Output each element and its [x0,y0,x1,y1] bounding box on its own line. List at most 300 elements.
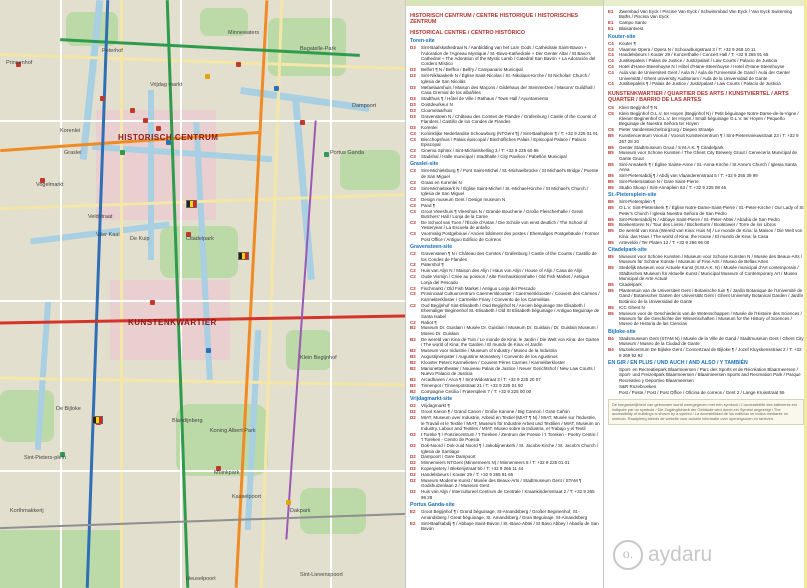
poi-marker[interactable] [286,500,291,505]
legend-entry[interactable] [608,390,804,395]
legend-entry[interactable] [410,472,600,477]
legend-entry-code: C3 [410,136,416,142]
legend-entry-text: Sint-Baafsabdij ¶ / Abbaye Saint-Bavon / St.-Bavo-Abtei / St Bavo Abbey / Abadía de San Bavón [421,520,599,531]
legend-entry-code: B5 [608,199,614,205]
map-place-label: De Bijloke [56,406,81,412]
legend-entry[interactable] [410,325,600,336]
legend-entry-text: t Toreke ¶ / Poëziecentrum / 't Toreken / Zentrum der Poesie / 't Toreken - Poetry Centre / 't Toreken - Centro de Poesía [421,431,598,443]
legend-entry[interactable] [410,403,600,408]
poi-marker[interactable] [206,348,211,353]
legend-entry-text: Compagnie Cecilia / Fratersplein 7 / T: +32 9 225 00 00 [421,388,532,394]
legend-section-title: Graslei-site [410,161,439,168]
legend-entry-text: Museum Moderne Kunst / Musée des Beaux-Arts / Stadtmuseum Gent / STAM ¶ Godshuizenlaan 2 / Museum Gent [421,478,582,489]
legend-entry-code: C3 [410,208,416,214]
legend-entry-code: E1 [608,20,614,26]
map-place-label: Vlier Kaai [96,232,120,238]
legend-entry-text: De School van Toen / l'École d'Antan / Die Schule von einst deutlich / The School of Yesteryear / La Escuela de antaño [421,220,588,231]
legend-entry-code: D2 [410,454,416,460]
legend-entry-text: Stadsmuseum Gent (STAM N) / Musée de la Ville de Gand / Stadtmuseum Gent / Ghent City Museum / Museo de la Ciudad de Gante [619,335,804,347]
map-place-label: Citadelpark [186,236,214,242]
legend-entry-text: Belfort ¶ N / Beffroi / Belfry / Campanario Municipal [421,67,523,73]
legend-entry-code: C3 [410,148,416,154]
street [180,0,182,588]
legend-entry-text: Museum voor de Geschiedenis van de Wetenschappen / Musée de l'Histoire des Sciences / Museum für die Geschichte der Wissenschaften / Museum for the History of Sciences / Museo de Historia de las Ciencias [619,310,802,327]
legend-entry-text: Genter Stadtmuseum Gruut / S.M.A.K. ¶ Citadelpark [619,144,724,150]
legend-entry-text: Groot Kanon ¶ / Grand Canon / Große Kanone / Big Cannon / Gran Cañón [421,409,570,415]
legend-entry-code: B5 [608,178,614,184]
legend-entry-code: C5 [608,127,614,133]
legend-entry[interactable] [410,137,600,148]
legend-sections-left [410,38,600,531]
map-place-label: Peterhof [102,48,123,54]
map-place-label: Koning Albert Park [210,428,256,434]
legend-entry[interactable] [410,389,600,394]
poi-marker[interactable] [120,150,125,155]
legend-entry[interactable] [410,85,600,96]
legend-entry-text: Klein Begijnhof ¶ N [619,104,658,110]
legend-entry-code: B5 [608,228,614,234]
watermark [613,540,712,570]
legend-entry[interactable] [410,114,600,125]
legend-entry-code: B2 [410,336,416,342]
legend-entry[interactable] [410,251,600,262]
legend-section-title: KUNSTENKWARTIER / QUARTIER DES ARTS / KUNSTVIERTEL / ARTS QUARTER / BARRIO DE LAS ARTES [608,90,789,104]
legend-entry-code: D3 [410,84,416,90]
legend-entry-text: Pand ¶ [421,202,436,208]
legend-entry-text: Graas en Korenlei N [421,179,462,185]
legend-entry[interactable] [410,383,600,388]
legend-column-right[interactable] [603,0,807,588]
legend-entry-code: C2 [410,268,416,274]
legend-entry[interactable] [410,460,600,465]
legend-entry-text: Plantentuin van de Universiteit Gent / Botanische tuin ¶ / Jardin Botanique de l'Université de Gand / Botanischer Garten der Universität Gent / Ghent University Botanical Garden / Jardín Botánico de la Universidad de Gante [619,287,804,304]
legend-entry-code: D3 [410,95,416,101]
legend-entry[interactable] [410,262,600,267]
legend-entry-code: C2 [410,262,416,268]
legend-entry[interactable] [608,58,804,63]
poi-marker[interactable] [205,74,210,79]
legend-entry-text: De wereld van Kina de Tuin / Le monde de Kina: le Jardin / Die Welt von Kina: der Garten / The world of Kina: the Garden / El mundo de Kina: el Jardín [421,336,600,348]
legend-entry-code: C2 [410,291,416,297]
legend-entry-text: Sint-Michielskerk N / Église Saint-Michel / St.-Michael-Kirche / St Michael's Church / Iglesia de San Miguel [421,185,589,196]
legend-entry[interactable] [608,64,804,69]
map-place-label: Muinkpark [214,470,240,476]
legend-entry-code: B5 [608,254,614,260]
legend-section-title: Citadelpark-site [608,247,647,254]
street [60,0,62,588]
legend-section-title: Bijloke-site [608,328,636,335]
legend-entry[interactable] [410,268,600,273]
poi-marker[interactable] [100,96,105,101]
legend-entry-code: C2 [410,302,416,308]
map-place-label: De Kuip [130,236,150,242]
legend-entry[interactable] [410,366,600,377]
legend-entry-code: C3 [410,168,416,174]
legend-entry-text: Huis van Alijn N / Maison des Alijn / Haus von Alijn / House of Alijn / Casa de Alijn [421,268,583,274]
legend-entry[interactable] [608,26,804,31]
legend-entry[interactable] [608,173,804,178]
main-road [120,0,123,588]
legend-entry-text: Vrijdagmarkt ¶ [421,403,450,409]
legend-entry-text: Korenlei [421,124,438,130]
legend-entry[interactable] [608,367,804,383]
legend-entry-text: Zwembad Van Eyck / Piscine Van Eyck / Schwimmbad Van Eyck / Van Eyck Swimming Baths / Piscina Van Eyck [619,9,792,20]
legend-entry-code: B5 [608,287,614,293]
legend-entry-text: Kopergietery / Blekerijstraat 50 / T: +32 9 266 11 44 [421,466,524,472]
legend-entry-code: C3 [410,196,416,202]
legend-entry-code: D3 [410,107,416,113]
legend-entry-text: Sint-Pietersabdij N / Abbaye Saint-Pierre / St.-Peter-Abtei / Abadía de San Pedro [619,216,780,222]
legend-entry[interactable] [608,150,804,161]
legend-entry-code: C3 [410,130,416,136]
poi-marker[interactable] [236,62,241,67]
legend-entry[interactable] [608,240,804,245]
legend-entry-code: E2 [410,520,416,526]
legend-entry[interactable] [410,154,600,159]
legend-entry-text: Voormalig Postgebouw / Ancien bâtiment des postes / Ehemaliges Postgebäude / Former Post Office / Antiguo Edificio de Correos [421,231,600,242]
legend-entry-text: Boekentoren N / Tour des Livres / Bücherturm / Booktower / Torre de los Libros [619,222,776,228]
legend-entry-text: Stedelijk Museum voor Actuele Kunst (S.M.A.K. N) / Musée municipal d'Art contemporain / Städtisches Museum für Aktuelle Kunst / Municipal Museum of Contemporary Art / Museo Municipal de Arte Actual [619,265,799,282]
legend-entry[interactable] [608,336,804,347]
legend-entry-text: Klooster Peters Karmelieten / Couvent Pères Carmes / Karmeliterkloster [421,359,566,365]
legend-entry-text: Design museum Gent / Design museum N [421,196,506,202]
legend-entry[interactable] [608,185,804,190]
legend-entry-text: Oude Vismijn / Criée au poisson / Alte Fischauktionshalle / Old Fish Market / Antigua Lonja del Pescado [421,274,589,285]
legend-entry[interactable] [608,282,804,287]
map-place-label: Sint-Lievenspoort [300,572,343,578]
legend-section-title: Toren-site [410,38,435,45]
map-place-label: Korthmakkerij [10,508,44,514]
legend-entry-text: Koninklijke Nederlandse Schouwburg (NTGent ¶) / Sint-Baafsplein ¶ / T: +32 9 225 01 01 [421,130,598,136]
poi-marker[interactable] [143,118,148,123]
legend-entry-code: C3 [410,202,416,208]
legend-section-title: EN GIR / EN PLUS / UND AUCH / AND ALSO / Y TAMBIÉN [608,359,748,366]
park-area [340,150,400,190]
map-place-label: Vogelmarkt [36,182,64,188]
legend-entry-code: C5 [608,110,614,116]
legend-entry-code: D2 [410,403,416,409]
legend-entry-text: Museum voor Schone Kunsten / Museum voor Schone Kunsten N / Musée des Beaux-Arts / Museum für Schöne Künste / Museum of Fine Arts / Museo de Bellas Artes [619,254,803,265]
legend-entry-text: Biscchopshuis / Palais épiscopal / Bischöfliches Palais / Episcopal Palace / Palacio Episcopal [421,136,587,148]
legend-entry[interactable] [410,286,600,291]
legend-entry-code: D3 [410,113,416,119]
legend-entry[interactable] [608,52,804,57]
legend-entry[interactable] [608,305,804,310]
map-place-label: Korenlei [60,128,81,134]
legend-entry[interactable] [608,133,804,144]
legend-entry-text: Citadelpark [619,282,642,288]
park-area [286,330,332,370]
street [0,120,405,122]
legend-section-title: Portus Ganda-site [410,502,455,509]
legend-entry[interactable] [608,41,804,46]
flag-icon [238,252,249,260]
legend-entry[interactable] [410,291,600,302]
legend-entry-code: C4 [608,64,614,70]
legend-entry[interactable] [608,81,804,86]
legend-entry-code: B5 [608,239,614,245]
legend-entry[interactable] [410,203,600,208]
legend-entry[interactable] [608,265,804,281]
legend-entry[interactable] [608,199,804,204]
legend-entry-text: Handelsbeurs / Kouter 29 / Konzerthalle / Concert Hall / T: +32 9 265 91 65 [619,52,769,58]
legend-entry-code: B5 [608,161,614,167]
legend-entry-text: Museum voor Schone Kunsten / The Ghent City Brewery Gruut / Cervecería Municipal de Gante Gruut [619,150,797,161]
legend-entry-text: Sint-Pietersstation N / Gare Saint-Pierre [619,178,699,184]
legend-entry[interactable] [410,231,600,242]
legend-entry-code: C3 [410,185,416,191]
legend-section-title: Gravensteen-site [410,244,453,251]
legend-entry[interactable] [608,9,804,20]
watermark-text: aydaru [648,543,713,566]
section-header-historic-nl: HISTORISCH CENTRUM / CENTRE HISTORIQUE / HISTORISCHES ZENTRUM [410,13,579,26]
legend-entry[interactable] [410,377,600,382]
legend-entry-text: Museum voor Industrie / Museum of Industry / Museo de la Industria [421,348,557,354]
legend-entry-text: Arteveldo / Ter Platen 12 / T: +32 9 266 96 00 [619,239,710,245]
legend-entry[interactable] [608,288,804,304]
legend-entry[interactable] [608,384,804,389]
legend-entry[interactable] [608,205,804,216]
legend-entry-text: Stadthuis ¶ / Hôtel de Ville / Rathaus / Town Hall / Ayuntamiento [421,95,549,101]
legend-entry[interactable] [410,320,600,325]
map-district-label: HISTORISCH CENTRUM [118,133,219,142]
legend-entry-code: D2 [410,409,416,415]
accessibility-note: De toegankelijkheid van gebouwen wordt weergegeven met een symbool / L'accessibilité des bâtiments est indiquée par un symbole / Die Zugänglichkeit der Gebäude wird durch ein Symbol angezeigt / The accessibility of buildings is shown by a symbol / La accesibilidad de los edificios se indica mediante un símbolo. Raadpleeg steeds de website voor actuele informatie over openingsuren en tarieven. [612,401,797,421]
legend-entry-code: C4 [608,40,614,46]
legend-entry-text: Blaisantvest [619,26,644,32]
poi-marker[interactable] [274,86,279,91]
legend-entry-text: Tinnenpot / Tinnenpotstraat 21 / T: +32 9 225 01 60 [421,382,523,388]
legend-entry-code: B5 [608,222,614,228]
legend-entry-text: MIAT, Museum over Industrie, Arbeid en Textiel (MIAT ¶ N) / MIAT, Musée sur l'Industrie, le Travail et le Textile / MIAT, Museum für Industrie Arbeit und Textilien / MIAT, Museum on Industry, Labour and Textiles / MIAT, Museo sobre la Industria, el Trabajo y el Textil [421,415,600,431]
legend-entry-code: B5 [608,310,614,316]
legend-entry[interactable] [410,197,600,202]
legend-entry[interactable] [410,148,600,153]
legend-entry-code [608,384,619,389]
legend-entry-text: Sint-Niklaaskerk N / Église Saint-Nicolas / St.-Nikolaus-Kirche / St Nicholas' Church / Iglesia de San Nicolás [421,73,590,84]
legend-entry[interactable] [410,220,600,231]
legend-entry-text: Sint-Baafskathedraal N / Aanbidding van het Lam Gods / Cathédrale Saint-Bavon + l'Adoration de l'Agneau Mystique / St.-Bavo-Kathedrale + Der Genter Altar / St Bavo's Cathedral + The Adoration of the Mystic Lamb / Catedral San Bavón + La Adoración del Cordero Místico [421,45,596,67]
legend-entry[interactable] [608,347,804,358]
legend-entry-text: Stadshal / Halle municipal / Stadthalle / City Pavilion / Pabellón Municipal [421,153,567,159]
legend-entry-code: B5 [608,150,614,156]
legend-entry-code: B4 [608,335,614,341]
legend-entry[interactable] [410,67,600,72]
legend-entry-code: C2 [410,285,416,291]
legend-entry[interactable] [410,348,600,353]
map-district-label: KUNSTENKWARTIER [128,318,217,327]
legend-entry[interactable] [410,168,600,179]
legend-entry-text: Justitiepaleis / Palais de Justice / Justizpalast / Law Courts / Palacio de Justicia [619,58,778,64]
legend-entry[interactable] [410,415,600,431]
flag-icon [92,416,103,424]
map-place-label: Bagatelle-Park [300,46,337,52]
legend-entry[interactable] [410,108,600,113]
legend-entry[interactable] [410,432,600,443]
legend-entry-code: B2 [410,377,416,383]
legend-entry-text: Post / Poste / Post / Post Office / Oficina de correos / Gent 2 / Lange Kruisstraat 55 [619,389,785,395]
legend-entry-code: D2 [410,466,416,472]
legend-entry-text: Provinciaal Cultuurcentrum Caermersklooster / Caermersklooster / Couvent des Carmes / Karmeliterkloster / Carmelite Friary / Convento de los Carmelitas [421,291,600,302]
legend-entry-code: B2 [410,388,416,394]
legend-entry-code: D3 [410,101,416,107]
legend-entry[interactable] [608,228,804,239]
legend-entry-text: Sint-Annakerk ¶ / Église Sainte-Anne / St.-Anna-Kirche / St Anne's Church / Iglesia Santa Anna [619,161,797,173]
legend-entry-code [608,390,619,395]
legend-entry-code: D2 [410,443,416,449]
legend-entry[interactable] [410,45,600,67]
legend-entry[interactable] [608,254,804,265]
legend-entry-text: Groot Vleeshuis ¶ Vleeshuis N / Grande Boucherie / Große Fleischerhalle / Great Butchers' Hall / Lonja de la Carne [421,208,583,220]
legend-entry[interactable] [608,111,804,127]
legend-entry-code: B5 [608,173,614,179]
legend-entry-code: B5 [608,265,614,271]
legend-entry-code: E2 [410,509,416,515]
legend-entry[interactable] [410,454,600,459]
legend-entry-text: Pieter Vandersteichelzorgzorg / Diepen Straatje [619,127,714,133]
legend-sections-right [608,34,804,395]
legend-entry[interactable] [410,131,600,136]
legend-entry[interactable] [410,354,600,359]
legend-entry-text: Oud Begijnhof Sint-Elisabeth / Oud Begijnhof N / Ancien béguinage Ste Élisabeth / Ehemaliger Beginenhof St.-Elisabeth / Old St Elisabeth béguinage / Antiguo Beguinaje de Santa Isabel [421,302,600,319]
legend-entry-code: B2 [410,359,416,365]
legend-entry-text: Handelsbeurs / Kouter 29 / T: +32 9 265 91 65 [421,472,514,478]
legend-entry[interactable] [410,466,600,471]
legend-entry-code: B2 [410,365,416,371]
legend-entry[interactable] [608,127,804,132]
legend-entry[interactable] [608,145,804,150]
legend-entry-text: O.L.V. Sint-Pieterskerk ¶ / Église Notre-Dame-Saint-Pierre / St.-Peter-Kirche / Our Lady of St Peter's Church / Iglesia Nuestra Señora de San Pedro [619,205,804,216]
legend-entry[interactable] [410,409,600,414]
legend-entry[interactable] [608,70,804,81]
legend-entry-text: Mefaelaarshuis / Maison des Maçons / Gildehaus der Steinmetzen / Masons' Guildhall / Casa Gremial de los albañiles [421,84,595,95]
map-place-label: Blandijnberg [172,418,203,424]
legend-entry-text: Marionettentheater / Nouveau Palais de Justice / Neuer Gerichtshof / New Law Courts / Nuevo Palacio de Justicia [421,365,596,377]
legend-entry-code: D3 [410,67,416,73]
legend-entry[interactable] [608,20,804,25]
map-place-label: Vrijdag markt [150,82,183,88]
legend-entry-text: S&R Rozebroeken [619,383,657,389]
legend-entry-code: B2 [410,325,416,331]
legend-entry-code: C2 [410,274,416,280]
legend-entry[interactable] [410,96,600,101]
street [0,300,405,302]
legend-entry-code: B5 [608,133,614,139]
map-place-label: Graslei [64,150,82,156]
street [0,470,405,472]
legend-entry[interactable] [410,489,600,500]
legend-entry-text: Rabot ¶ [421,319,437,325]
legend-entry[interactable] [410,102,600,107]
legend-entry-text: Vlaamse Opera / Opera N / Schouwburgstraat 3 / T: +32 9 268 10 11 [619,46,756,52]
legend-entry-code: B4 [608,347,614,353]
legend-entry[interactable] [410,186,600,197]
accessibility-note-box [608,399,804,425]
map-place-label: Prinsenhof [6,60,33,66]
legend-entry-code: B2 [410,353,416,359]
park-area [0,390,54,442]
legend-entry-code: D3 [410,45,416,51]
legend-top-entries [608,9,804,32]
legend-entry[interactable] [608,311,804,327]
legend-entry-text: ICC Ghent N [619,304,645,310]
poi-marker[interactable] [324,152,329,157]
legend-entry[interactable] [410,360,600,365]
legend-entry-text: Sint-Pietersplein ¶ [619,199,656,205]
legend-entry-code: D2 [410,460,416,466]
legend-entry[interactable] [410,443,600,454]
legend-entry-code: D2 [410,478,416,484]
legend-entry-text: Kunstencentrum Vooruit / Vooruit Kunstencentrum ¶ / Sint-Pietersnieuwstraat 23 / T: +32 9 267 28 20 [619,133,799,144]
legend-entry[interactable] [410,337,600,348]
legend-entry-code: C2 [410,319,416,325]
legend-entry-code: C2 [410,251,416,257]
legend-entry-text: Justitiepaleis ¶ / Palais de Justice / Justizpalast / Law Courts / Palacio de Justicia [619,81,781,87]
legend-entry-code: D2 [410,431,416,437]
legend-entry-code: D3 [410,73,416,79]
legend-entry-code: D2 [410,489,416,495]
map-place-label: Heuselpoort [186,576,216,582]
legend-entry[interactable] [410,274,600,285]
legend-entry[interactable] [410,209,600,220]
poi-marker[interactable] [156,126,161,131]
legend-entry-code: D2 [410,472,416,478]
legend-entry[interactable] [410,73,600,84]
legend-entry-code: C4 [608,81,614,87]
legend-entry[interactable] [410,180,600,185]
legend-entry[interactable] [410,478,600,489]
legend-entry-text: Studio Skoop / Sint-Annaplein 63 / T: +32 9 225 08 45 [619,184,727,190]
poi-marker[interactable] [150,300,155,305]
legend-entry-code: C3 [410,153,416,159]
legend-entry[interactable] [410,125,600,130]
poi-marker[interactable] [130,108,135,113]
legend-entry-code: D2 [410,415,416,421]
legend-entry-text: Cinema Sphinx / Sint-Michielshelling 3 / T: +32 9 225 60 86 [421,148,539,154]
legend-entry-code: E1 [608,9,614,14]
legend-entry-code: C3 [410,231,416,237]
legend-entry[interactable] [608,105,804,110]
legend-entry-text: Kouter ¶ [619,40,636,46]
legend-entry[interactable] [410,303,600,319]
map-place-label: Portus Ganda [330,150,364,156]
street [330,0,332,588]
legend-entry-text: Hotel d'Hane-Steenhuyse N / Hôtel d'Hane-Steenhuyse / Hotel d'Hane-Steenhuyse [619,64,785,70]
legend-entry[interactable] [608,179,804,184]
legend-column-left[interactable] [405,0,604,588]
legend-entry[interactable] [410,509,600,520]
legend-entry[interactable] [608,162,804,173]
legend-entry-text: Arcadhaven / Arca ¶ / Sint-Widostraat 3 / T: +32 9 225 20 07 [421,377,541,383]
legend-entry-text: Augustijnenpater / Augustine Monastery / Convento de los Agustinos [421,353,558,359]
legend-entry-text: Minnemeers NTGent (Minnemeers N) / Minnemeers 8 / T: +32 9 225 01 01 [421,460,570,466]
legend-entry-code: E1 [608,26,614,32]
poi-marker[interactable] [300,120,305,125]
legend-entry-text: Sint-Pietersabdij ¶ / Abdij van Vlaanderenstraat 5 / T: +32 9 255 39 99 [619,173,758,179]
legend-entry[interactable] [608,217,804,222]
legend-entry-text: Groot Begijnhof ¶ / Grand béguinage, St-Amandsberg / Großer Beginenhof, St.-Amandsberg / Great béguinage, St. Amandsberg / Gran Beguinaje, St-Amandsberg [421,509,588,520]
legend-section-title: St.-Pietersplein-site [608,192,657,199]
map-place-label: Dakpark [290,508,311,514]
legend-entry-code: C4 [608,58,614,64]
legend-entry[interactable] [608,222,804,227]
legend-entry-code: B5 [608,184,614,190]
legend-entry-code: B2 [410,382,416,388]
legend-entry[interactable] [410,521,600,532]
legend-entry-text: Klein Begijnhof O.L.V. ter Hoyen (Begijnhof N) / Petit béguinage Notre-Dame-de-la-Vigne / Kleiner Beginenhof O.L.V. ter Hoyen / Small béguinage O.L.V. ter Hoyen / Pequeño Beguinaje de Nuestra Señora ter Hoyen [619,110,799,127]
legend-entry[interactable] [608,47,804,52]
legend-entry-code: B5 [608,282,614,288]
